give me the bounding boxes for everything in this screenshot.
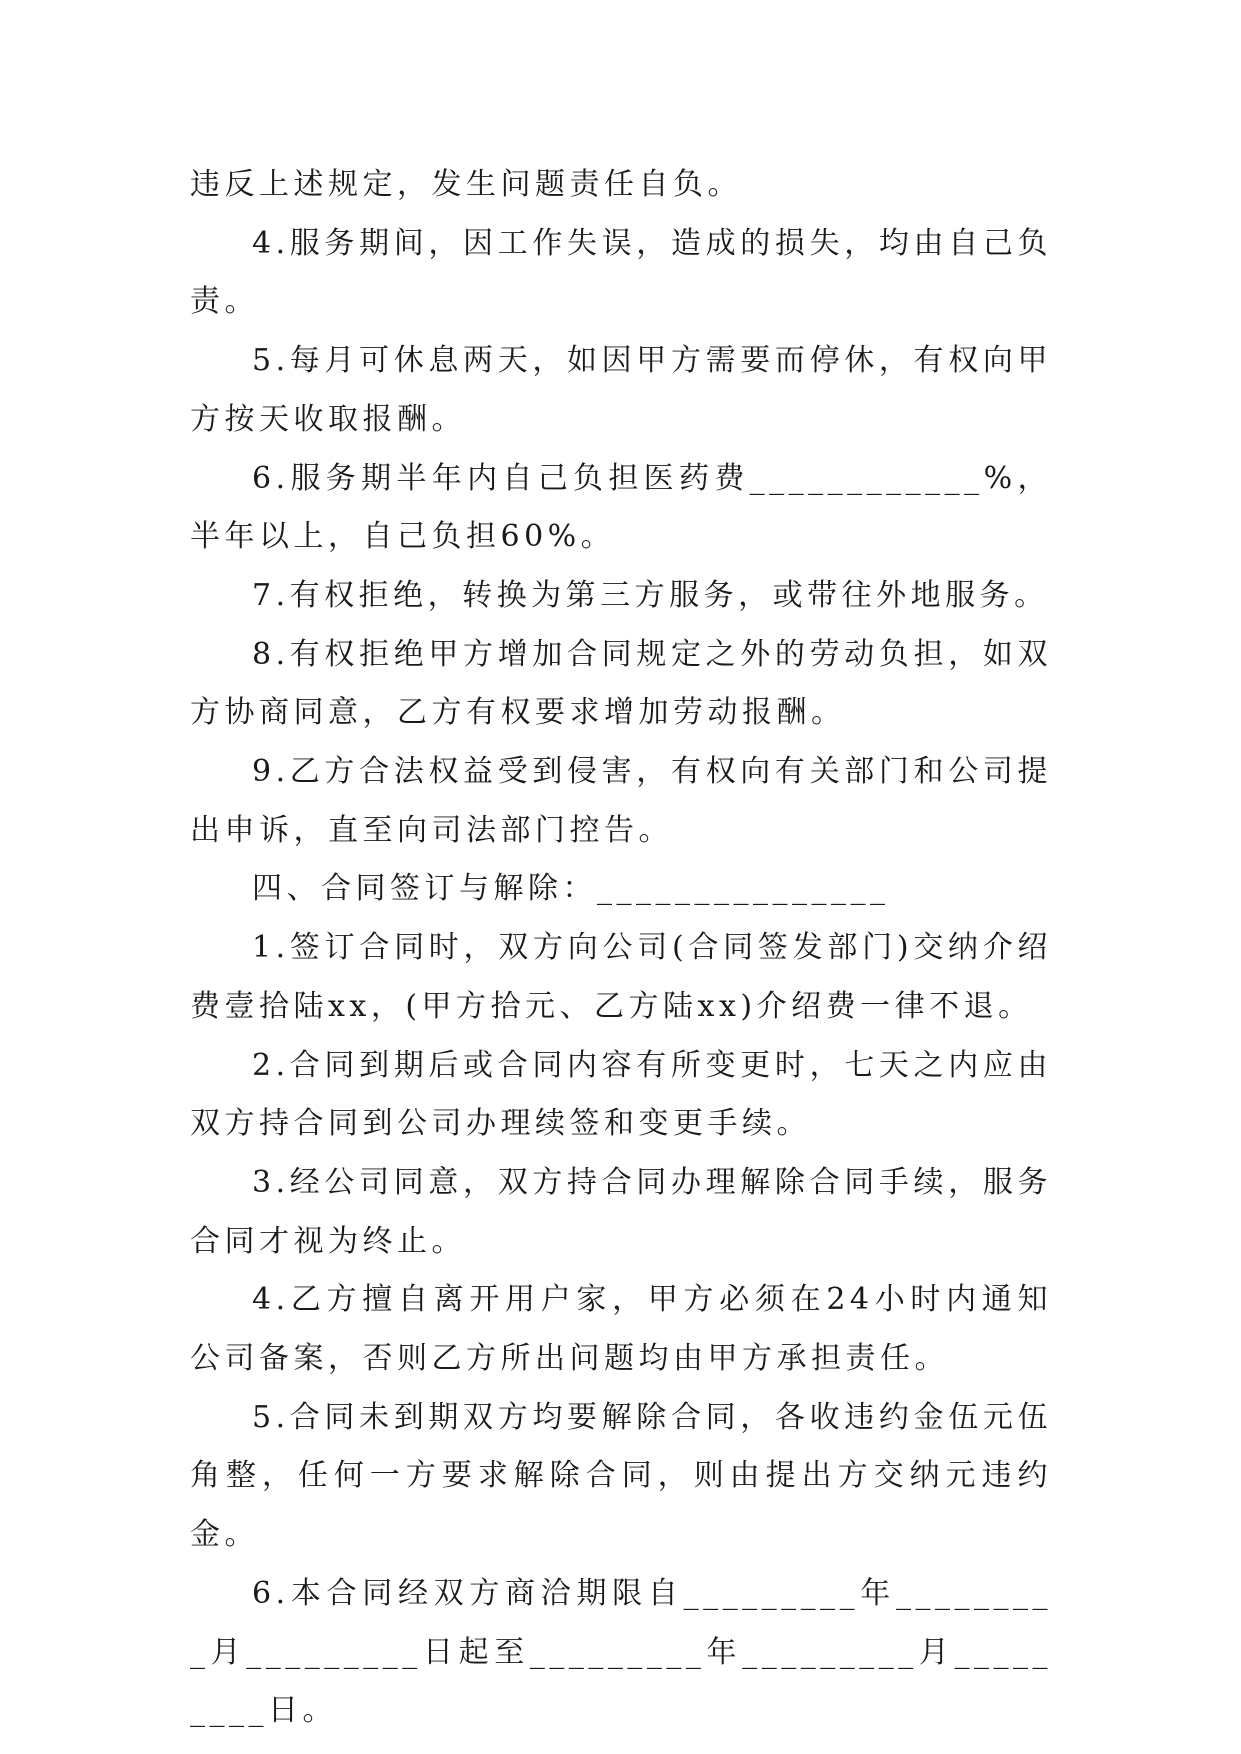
document-body <box>190 156 1052 1741</box>
paragraph-section4-item-3: 3.经公司同意，双方持合同办理解除合同手续，服务合同才视为终止。 <box>190 1164 1052 1259</box>
paragraph-item-8: 8.有权拒绝甲方增加合同规定之外的劳动负担，如双方协商同意，乙方有权要求增加劳动报酬。 <box>190 636 1052 731</box>
paragraph-item-6: 6.服务期半年内自己负担医药费____________%，半年以上，自己负担60%。 <box>190 460 1052 555</box>
paragraph-item-5: 5.每月可休息两天，如因甲方需要而停休，有权向甲方按天收取报酬。 <box>190 343 1052 437</box>
paragraph-section4-item-5: 5.合同未到期双方均要解除合同，各收违约金伍元伍角整，任何一方要求解除合同，则由提出方交纳元违约金。 <box>190 1399 1052 1553</box>
paragraph-section4-item-1: 1.签订合同时，双方向公司(合同签发部门)交纳介绍费壹拾陆xx，(甲方拾元、乙方陆xx)介绍费一律不退。 <box>190 930 1052 1024</box>
section-heading-4: 四、合同签订与解除：_______________ <box>252 871 890 907</box>
paragraph-item-7: 7.有权拒绝，转换为第三方服务，或带往外地服务。 <box>252 577 1049 613</box>
paragraph-item-4: 4.服务期间，因工作失误，造成的损失，均由自己负责。 <box>190 225 1052 320</box>
paragraph-continuation: 违反上述规定，发生问题责任自负。 <box>190 167 742 202</box>
paragraph-section4-item-6: 6.本合同经双方商洽期限自_________年_________月_________日起至_________年_________月_________日。 <box>190 1575 1052 1729</box>
paragraph-section4-item-4: 4.乙方擅自离开用户家，甲方必须在24小时内通知公司备案，否则乙方所出问题均由甲方承担责任。 <box>190 1282 1052 1377</box>
paragraph-item-9: 9.乙方合法权益受到侵害，有权向有关部门和公司提出申诉，直至向司法部门控告。 <box>190 754 1052 848</box>
paragraph-section4-item-2: 2.合同到期后或合同内容有所变更时，七天之内应由双方持合同到公司办理续签和变更手续。 <box>190 1047 1052 1142</box>
